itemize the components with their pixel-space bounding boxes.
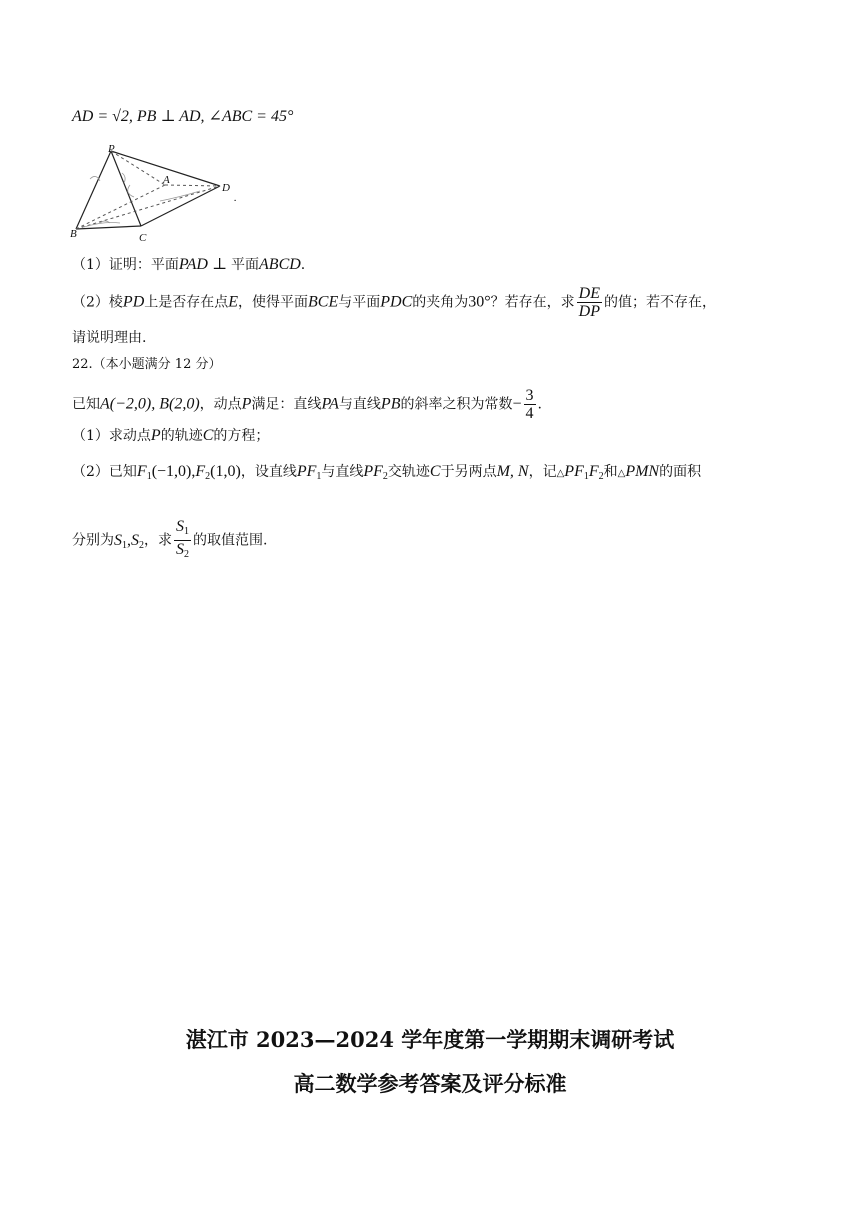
line-PA: PA	[321, 395, 339, 413]
text: 的轨迹	[160, 428, 203, 444]
text: 满足：直线	[251, 396, 322, 413]
text: ，记	[528, 464, 557, 480]
answer-title: 湛江市 2023—2024 学年度第一学期期末调研考试	[185, 1027, 675, 1052]
edge-PB	[76, 151, 111, 229]
fraction-DE-DP	[577, 285, 602, 320]
edge-AD	[165, 185, 220, 186]
area-S1: S	[114, 531, 122, 549]
fraction-3-4	[524, 387, 536, 422]
focus-F1: F	[136, 463, 147, 480]
text: 和	[603, 464, 618, 480]
text: 与平面	[338, 294, 381, 311]
q22-part2: （2）已知$F_1(-1,0),F_2(1,0)$，设直线$PF_1$与直线$PF_2$交轨迹C于另两点M, N，记$\triangle PF_1F_2$和△PMN的面积	[72, 463, 702, 482]
text: 交轨迹	[387, 464, 430, 480]
fraction-S1-S2: $\frac{S_1}{S_2}$	[176, 518, 189, 560]
text: 已知	[72, 396, 100, 413]
q21-1-end: .	[300, 257, 306, 273]
text: 请说明理由.	[72, 330, 147, 346]
plane-ABCD: ABCD	[259, 256, 301, 273]
text: （2）已知	[72, 464, 137, 480]
points-M-N: M, N	[496, 463, 529, 480]
line-PF2: PF	[363, 463, 383, 480]
text: 的方程；	[213, 428, 270, 444]
point-E: E	[228, 293, 239, 311]
q21-part2-cont	[72, 328, 146, 348]
text: 的面积	[659, 464, 702, 480]
plane-BCE: BCE	[308, 293, 339, 311]
area-S2: S	[131, 531, 139, 549]
focus-F1-coords: (−1,0),	[151, 463, 196, 480]
focus-F2: F	[195, 463, 206, 480]
line-PB: PB	[380, 395, 401, 413]
triangle-symbol: △	[556, 468, 565, 479]
condition-formula: AD = √2, PB ⊥ AD, ∠ABC = 45°	[72, 108, 294, 125]
edge-PC	[111, 151, 141, 226]
point-P: P	[150, 427, 161, 444]
angle-30: 30°	[468, 293, 491, 311]
triangle-PMN: PMN	[625, 463, 660, 480]
condition-line	[72, 107, 293, 127]
label-P: P	[108, 143, 115, 155]
text: 上是否存在点	[144, 294, 229, 311]
q22-part2-cont: 分别为$S_1,S_2$，求 $\frac{S_1}{S_2}$ 的取值范围.	[72, 518, 267, 563]
text: ？若存在，求	[490, 294, 575, 311]
q21-part2	[72, 285, 716, 320]
pyramid-diagram	[70, 143, 240, 243]
label-C: C	[139, 232, 147, 243]
frac-numerator: DE	[578, 285, 600, 302]
text: 的夹角为	[412, 294, 469, 311]
q22-stem	[72, 387, 542, 422]
text: 的值；若不存在，	[603, 294, 716, 311]
q22-part1	[72, 426, 269, 446]
text: ，动点	[199, 396, 242, 413]
q21-1-prefix: （1）证明：平面	[72, 257, 179, 273]
frac-denominator: 4	[525, 405, 534, 422]
figure-dot: .	[234, 192, 237, 204]
text: 与直线	[338, 396, 381, 413]
text: 于另两点	[440, 464, 497, 480]
triangle-PF1F2: PF	[564, 463, 584, 480]
label-B: B	[70, 228, 77, 240]
text: 分别为	[72, 532, 114, 549]
label-A: A	[163, 174, 170, 186]
text: ，求	[144, 532, 172, 549]
text: （1）求动点	[72, 428, 151, 444]
text: 的斜率之积为常数	[400, 396, 513, 413]
answer-subtitle: 高二数学参考答案及评分标准	[293, 1071, 567, 1096]
text: 与直线	[321, 464, 364, 480]
perp-symbol: ⊥	[207, 256, 232, 273]
edge-BA	[76, 185, 165, 229]
line-PF1: PF	[296, 463, 317, 480]
points-A-B: A(−2,0), B(2,0)	[100, 395, 200, 413]
q21-1-mid: 平面	[231, 257, 260, 273]
text: （2）棱	[72, 294, 123, 311]
label-D: D	[222, 182, 230, 194]
curve-C: C	[429, 463, 441, 480]
pyramid-figure	[70, 143, 240, 243]
triangle-symbol: △	[617, 468, 626, 479]
frac-denominator: DP	[578, 303, 600, 320]
point-P: P	[241, 395, 252, 413]
frac-numerator: 3	[525, 387, 534, 404]
edge-PD-ref: PD	[122, 293, 145, 311]
minus-sign: −	[512, 395, 522, 413]
q22-header	[72, 355, 221, 375]
text: ，设直线	[240, 464, 297, 480]
edge-PA	[111, 151, 165, 185]
text: 的取值范围.	[193, 532, 268, 549]
focus-F2-coords: (1,0)	[210, 463, 241, 480]
plane-PAD: PAD	[178, 256, 208, 273]
question-number: 22.（本小题满分 12 分）	[72, 357, 222, 372]
text: .	[537, 396, 542, 413]
curve-C: C	[202, 427, 214, 444]
plane-PDC: PDC	[380, 293, 413, 311]
q21-part1	[72, 255, 305, 275]
text: ，使得平面	[238, 294, 309, 311]
